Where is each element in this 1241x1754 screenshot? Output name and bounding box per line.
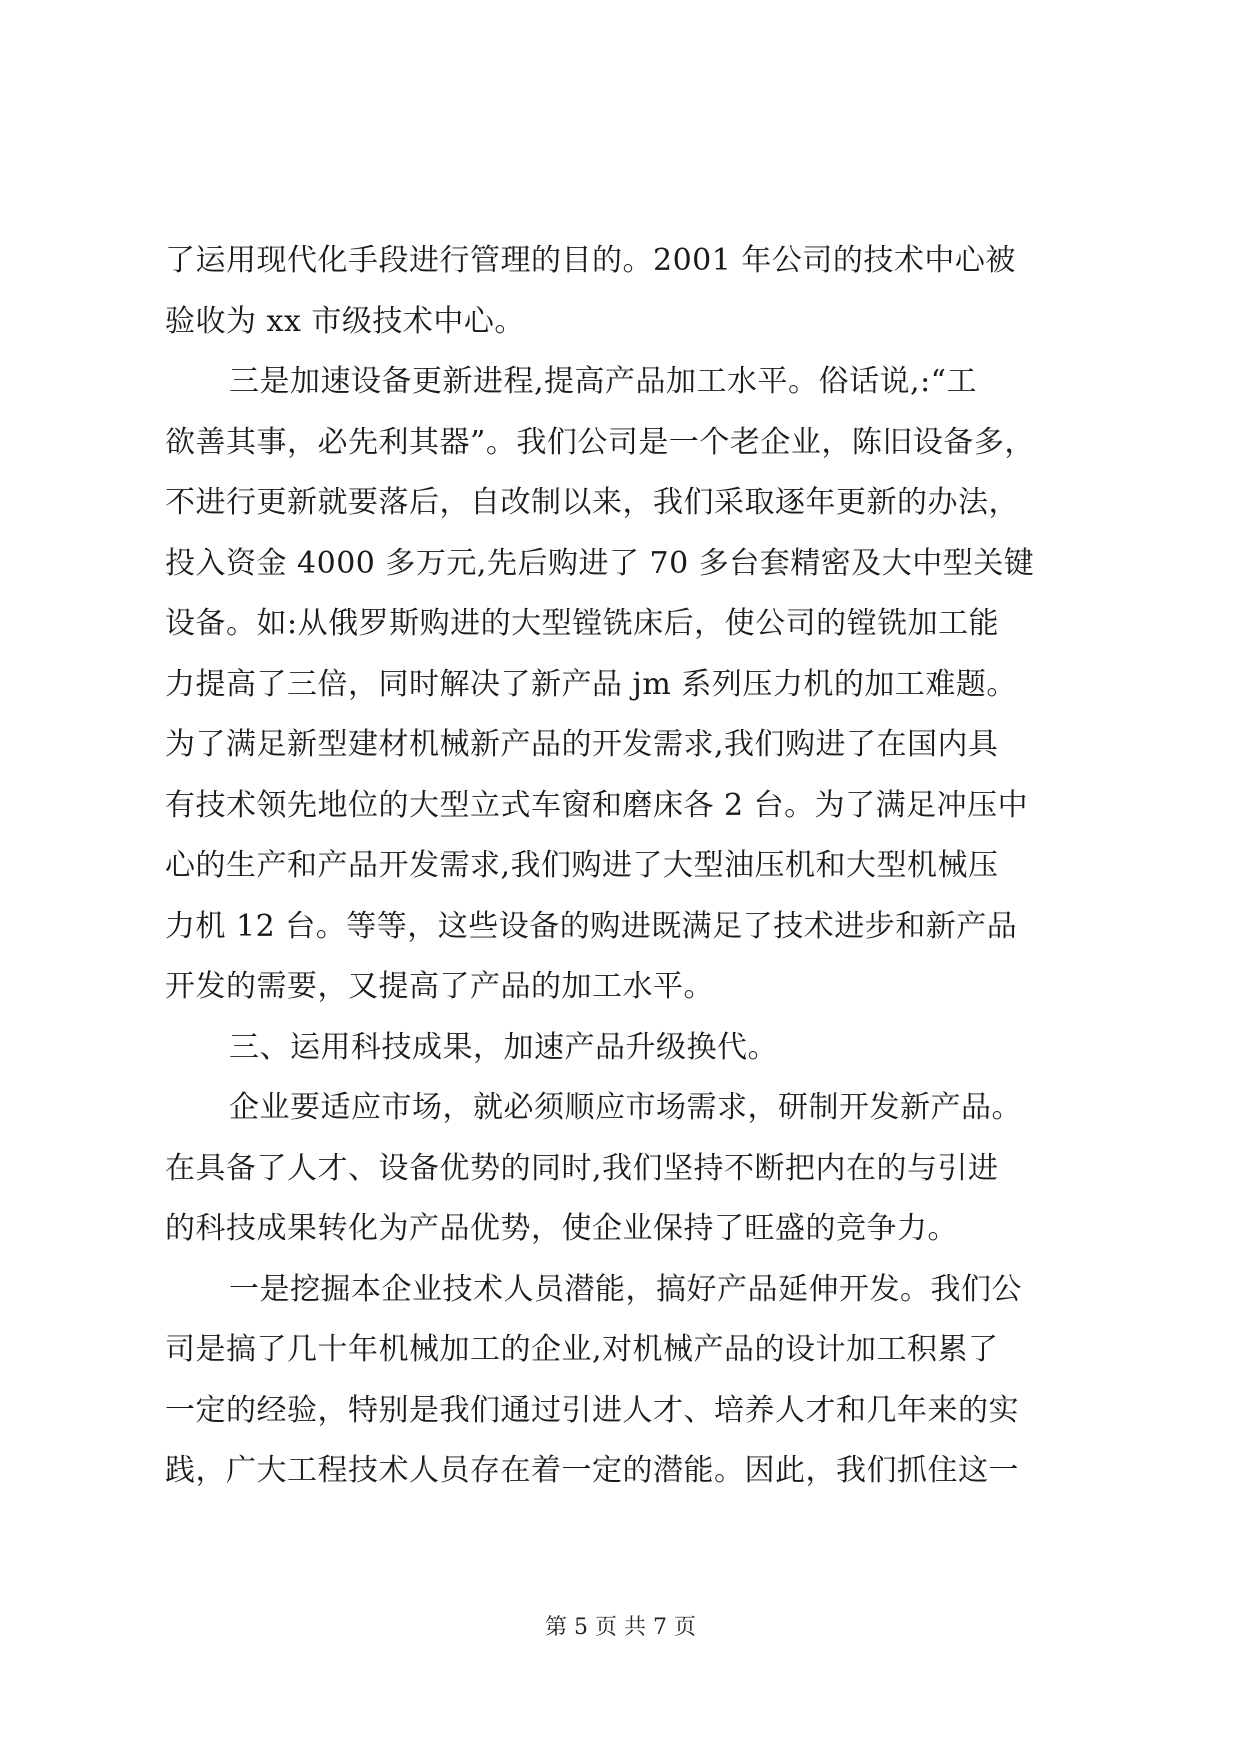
text-line: 欲善其事，必先利其器”。我们公司是一个老企业，陈旧设备多，: [165, 424, 1035, 460]
text-line: 了运用现代化手段进行管理的目的。2001 年公司的技术中心被: [165, 243, 1016, 278]
text-line: 一是挖掘本企业技术人员潜能，搞好产品延伸开发。我们公: [229, 1271, 1022, 1307]
text-line: 在具备了人才、设备优势的同时,我们坚持不断把内在的与引进: [165, 1150, 999, 1186]
text-line: 力提高了三倍，同时解决了新产品 jm 系列压力机的加工难题。: [165, 666, 1017, 702]
text-line: 验收为 xx 市级技术中心。: [165, 303, 525, 339]
text-line: 企业要适应市场，就必须顺应市场需求，研制开发新产品。: [229, 1090, 1022, 1125]
body-text: [165, 231, 1085, 1502]
text-line: 投入资金 4000 多万元,先后购进了 70 多台套精密及大中型关键: [165, 545, 1035, 581]
section-heading: 三、运用科技成果，加速产品升级换代。: [229, 1029, 778, 1065]
text-line: 心的生产和产品开发需求,我们购进了大型油压机和大型机械压: [165, 848, 999, 883]
text-line: 司是搞了几十年机械加工的企业,对机械产品的设计加工积累了: [165, 1332, 999, 1367]
text-line: 有技术领先地位的大型立式车窗和磨床各 2 台。为了满足冲压中: [165, 787, 1029, 823]
text-line: 不进行更新就要落后，自改制以来，我们采取逐年更新的办法，: [165, 485, 1019, 520]
text-line: 力机 12 台。等等，这些设备的购进既满足了技术进步和新产品: [165, 908, 1018, 944]
text-line: 开发的需要，又提高了产品的加工水平。: [165, 969, 714, 1004]
text-line: 践，广大工程技术人员存在着一定的潜能。因此，我们抓住这一: [165, 1453, 1019, 1488]
text-line: 一定的经验，特别是我们通过引进人才、培养人才和几年来的实: [165, 1392, 1019, 1428]
page-footer: [0, 1610, 1241, 1641]
text-line: 三是加速设备更新进程,提高产品加工水平。俗话说,:“工: [229, 364, 978, 399]
text-line: 设备。如:从俄罗斯购进的大型镗铣床后，使公司的镗铣加工能: [165, 606, 1000, 641]
text-line: 为了满足新型建材机械新产品的开发需求,我们购进了在国内具: [165, 727, 999, 762]
page-number: 第 5 页 共 7 页: [545, 1615, 696, 1640]
text-line: 的科技成果转化为产品优势，使企业保持了旺盛的竞争力。: [165, 1211, 958, 1246]
